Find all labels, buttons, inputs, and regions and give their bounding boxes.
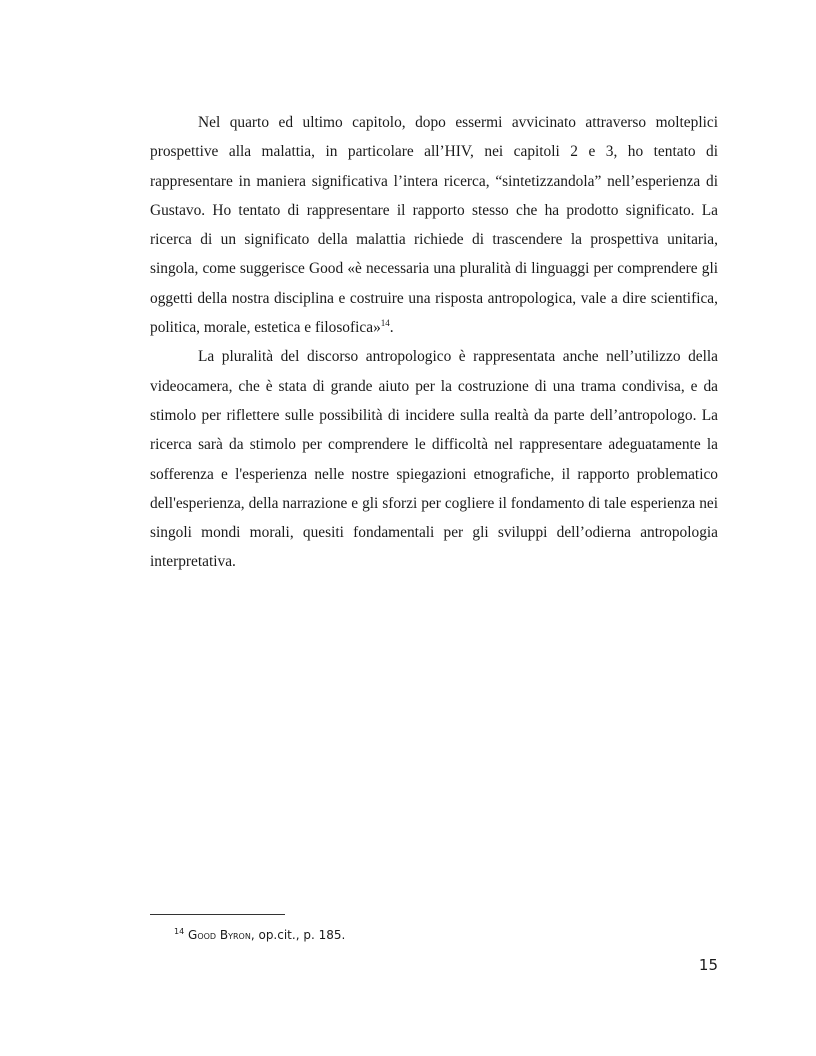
footnote-14 [174,927,345,943]
paragraph-2: La pluralità del discorso antropologico è rappresentata anche nell’utilizzo della videocamera, che è stata di grande aiuto per la costruzione di una trama condivisa, e da stimolo per riflettere sulle possibilità di incidere sulla realtà da parte dell’antropologo. La ricerca sarà da stimolo per comprendere le difficoltà nel rappresentare adeguatamente la sofferenza e l'esperienza nelle nostre spiegazioni etnografiche, il rapporto problematico dell'esperienza, della narrazione e gli sforzi per cogliere il fondamento di tale esperienza nei singoli mondi morali, quesiti fondamentali per gli sviluppi dell’odierna antropologia interpretativa. [150,348,718,571]
footnote-citation: , op.cit., p. 185. [250,928,346,942]
footnote-author: Good Byron [188,928,251,942]
footnote-ref-14[interactable]: 14 [380,317,390,328]
page-number: 15 [698,956,718,974]
paragraph-1-end: . [389,319,394,337]
footnote-separator [150,914,285,915]
body-text [150,108,718,577]
paragraph-1-text: Nel quarto ed ultimo capitolo, dopo essermi avvicinato attraverso molteplici prospettive alla malattia, in particolare all’HIV, nei capitoli 2 e 3, ho tentato di rappresentare in maniera significativa l’intera ricerca, “sintetizzandola” nell’esperienza di Gustavo. Ho tentato di rappresentare il rapporto stesso che ha prodotto significato. La ricerca di un significato della malattia richiede di trascendere la prospettiva unitaria, singola, come suggerisce Good «è necessaria una pluralità di linguaggi per comprendere gli oggetti della nostra disciplina e costruire una risposta antropologica, vale a dire scientifica, politica, morale, estetica e filosofica» [150,114,718,337]
footnote-number: 14 [174,927,185,936]
paragraph-1 [150,108,718,342]
